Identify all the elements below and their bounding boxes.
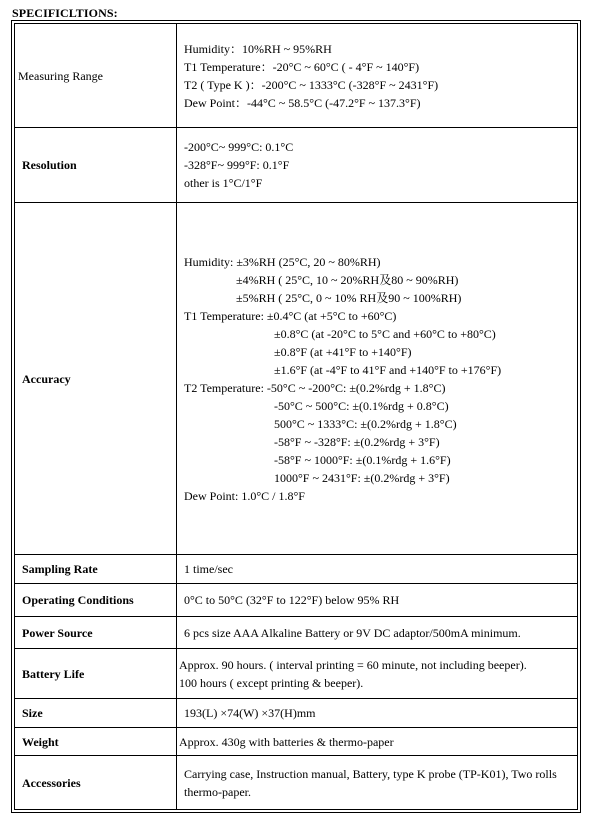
spec-label: Accuracy [15, 203, 177, 555]
spec-line: Approx. 430g with batteries & thermo-paper [179, 734, 394, 749]
spec-label: Operating Conditions [15, 584, 177, 617]
page-title: SPECIFICLTIONS: [12, 6, 118, 20]
spec-line: 500°C ~ 1333°C: ±(0.2%rdg + 1.8°C) [274, 416, 457, 431]
spec-line: ±5%RH ( 25°C, 0 ~ 10% RH及90 ~ 100%RH) [236, 290, 462, 305]
spec-line: 6 pcs size AAA Alkaline Battery or 9V DC adaptor/500mA minimum. [184, 625, 521, 640]
specifications-table [14, 23, 578, 810]
spec-line: T2 Temperature: -50°C ~ -200°C: ±(0.2%rdg + 1.8°C) [184, 380, 446, 395]
spec-row-power-source [15, 617, 578, 649]
spec-line: other is 1°C/1°F [184, 176, 263, 190]
spec-row-sampling-rate [15, 555, 578, 584]
spec-value [177, 756, 578, 810]
spec-label: Resolution [15, 128, 177, 203]
spec-line: T1 Temperature: ±0.4°C (at +5°C to +60°C) [184, 308, 397, 323]
spec-value [177, 699, 578, 728]
spec-line: Approx. 90 hours. ( interval printing = 60 minute, not including beeper). [179, 657, 527, 672]
spec-label: Size [15, 699, 177, 728]
spec-line: 1000°F ~ 2431°F: ±(0.2%rdg + 3°F) [274, 470, 450, 485]
spec-line: Humidity: ±3%RH (25°C, 20 ~ 80%RH) [184, 254, 381, 269]
spec-label: Sampling Rate [15, 555, 177, 584]
spec-value [177, 728, 578, 756]
spec-line: -58°F ~ -328°F: ±(0.2%rdg + 3°F) [274, 434, 440, 449]
spec-value [177, 203, 578, 555]
spec-row-operating-conditions [15, 584, 578, 617]
spec-row-accessories [15, 756, 578, 810]
spec-row-weight [15, 728, 578, 756]
spec-line: T1 Temperature：-20°C ~ 60°C ( - 4°F ~ 140°F) [184, 59, 420, 74]
spec-row-battery-life [15, 649, 578, 699]
spec-line: 1 time/sec [184, 562, 233, 576]
spec-line: 100 hours ( except printing & beeper). [179, 675, 364, 690]
spec-line: Carrying case, Instruction manual, Battery, type K probe (TP-K01), Two rolls [184, 766, 557, 781]
spec-line: Dew Point: 1.0°C / 1.8°F [184, 488, 305, 503]
spec-row-size [15, 699, 578, 728]
spec-row-accuracy [15, 203, 578, 555]
spec-row-resolution [15, 128, 578, 203]
spec-value [177, 24, 578, 128]
spec-row-measuring-range [15, 24, 578, 128]
spec-line: ±4%RH ( 25°C, 10 ~ 20%RH及80 ~ 90%RH) [236, 272, 459, 287]
spec-value [177, 128, 578, 203]
spec-line: thermo-paper. [184, 784, 251, 799]
spec-line: Dew Point：-44°C ~ 58.5°C (-47.2°F ~ 137.3°F) [184, 95, 421, 110]
spec-line: 0°C to 50°C (32°F to 122°F) below 95% RH [184, 593, 400, 607]
specifications-table-frame [11, 20, 581, 813]
spec-line: -58°F ~ 1000°F: ±(0.1%rdg + 1.6°F) [274, 452, 451, 467]
spec-label: Measuring Range [15, 24, 177, 128]
spec-line: -328°F~ 999°F: 0.1°F [184, 158, 290, 172]
spec-label: Battery Life [15, 649, 177, 699]
spec-label: Weight [15, 728, 177, 756]
spec-line: ±0.8°F (at +41°F to +140°F) [274, 344, 412, 359]
spec-value [177, 584, 578, 617]
spec-line: 193(L) ×74(W) ×37(H)mm [184, 706, 316, 720]
spec-line: Humidity：10%RH ~ 95%RH [184, 41, 332, 56]
spec-line: -200°C~ 999°C: 0.1°C [184, 140, 294, 154]
spec-line: -50°C ~ 500°C: ±(0.1%rdg + 0.8°C) [274, 398, 449, 413]
spec-value [177, 649, 578, 699]
spec-line: ±0.8°C (at -20°C to 5°C and +60°C to +80°C) [274, 326, 496, 341]
spec-line: T2 ( Type K )：-200°C ~ 1333°C (-328°F ~ 2431°F) [184, 77, 439, 92]
spec-line: ±1.6°F (at -4°F to 41°F and +140°F to +176°F) [274, 362, 502, 377]
spec-label: Power Source [15, 617, 177, 649]
spec-label: Accessories [15, 756, 177, 810]
spec-value [177, 617, 578, 649]
spec-value [177, 555, 578, 584]
